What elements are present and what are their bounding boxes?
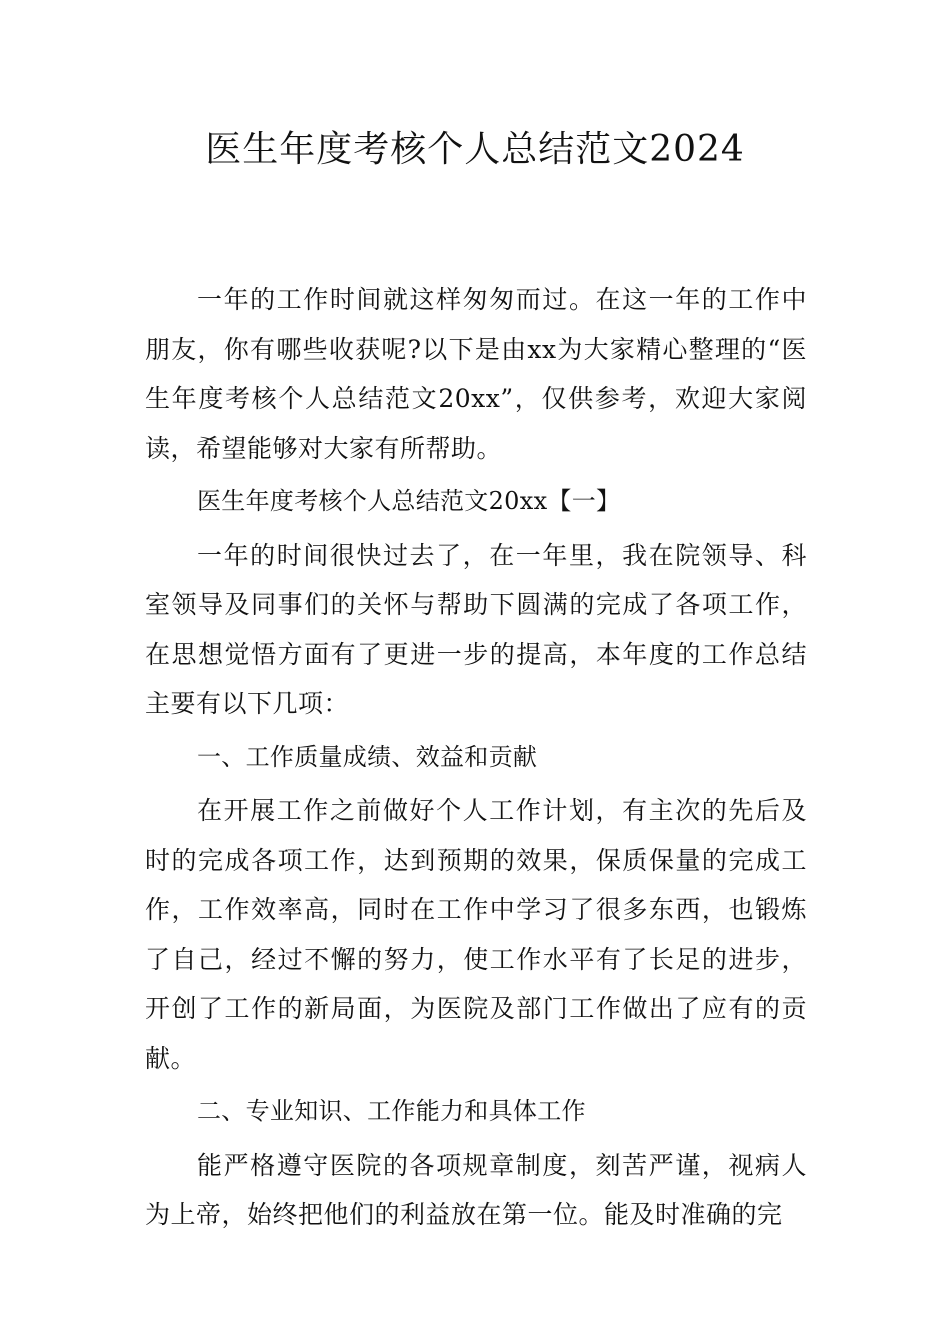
subheading-work-quality: 一、工作质量成绩、效益和贡献 [197, 742, 538, 771]
section-heading-one: 医生年度考核个人总结范文20xx【一】 [197, 487, 621, 515]
document-body [145, 275, 807, 1244]
summary-paragraph: 一年的时间很快过去了，在一年里，我在院领导、科室领导及同事们的关怀与帮助下圆满的完成了各项工作，在思想觉悟方面有了更进一步的提高，本年度的工作总结主要有以下几项： [145, 540, 807, 718]
work-quality-paragraph: 在开展工作之前做好个人工作计划，有主次的先后及时的完成各项工作，达到预期的效果，保质保量的完成工作，工作效率高，同时在工作中学习了很多东西，也锻炼了自己，经过不懈的努力，使工作水平有了长足的进步，开创了工作的新局面，为医院及部门工作做出了应有的贡献。 [145, 796, 807, 1073]
document-title: 医生年度考核个人总结范文2024 [205, 129, 745, 170]
subheading-professional-knowledge: 二、专业知识、工作能力和具体工作 [197, 1097, 586, 1125]
intro-paragraph: 一年的工作时间就这样匆匆而过。在这一年的工作中朋友，你有哪些收获呢?以下是由xx为大家精心整理的“医生年度考核个人总结范文20xx”，仅供参考，欢迎大家阅读，希望能够对大家有所帮助。 [145, 285, 807, 463]
professional-knowledge-paragraph: 能严格遵守医院的各项规章制度，刻苦严谨，视病人为上帝，始终把他们的利益放在第一位。能及时准确的完 [145, 1150, 807, 1229]
